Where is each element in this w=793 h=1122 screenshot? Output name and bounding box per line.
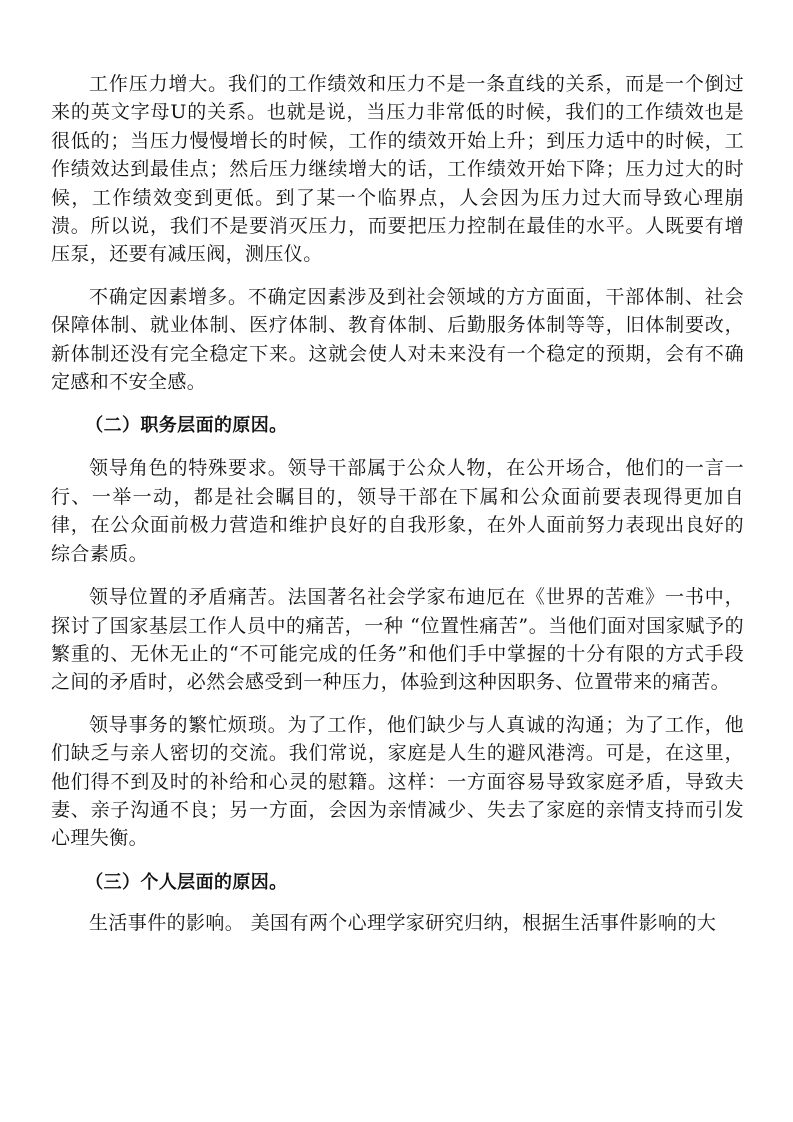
section-heading-personal: （三）个人层面的原因。: [85, 871, 288, 893]
paragraph-busy-affairs: 领导事务的繁忙烦琐。为了工作，他们缺少与人真诚的沟通；为了工作，他们缺乏与亲人密切的交流。我们常说，家庭是人生的避风港湾。可是，在这里，他们得不到及时的补给和心灵的慰籍。这样：一方面容易导致家庭矛盾，导致夫妻、亲子沟通不良；另一方面，会因为亲情减少、失去了家庭的亲情支持而引发心理失衡。: [51, 713, 744, 850]
document-body: [51, 70, 744, 949]
section-heading-position: （二）职务层面的原因。: [85, 415, 288, 437]
paragraph-leader-role: 领导角色的特殊要求。领导干部属于公众人物，在公开场合，他们的一言一行、一举一动，都是社会瞩目的，领导干部在下属和公众面前要表现得更加自律，在公众面前极力营造和维护良好的自我形象，在外人面前努力表现出良好的综合素质。: [51, 457, 744, 565]
paragraph-life-events: 生活事件的影响。 美国有两个心理学家研究归纳，根据生活事件影响的大: [89, 911, 717, 934]
paragraph-uncertainty: 不确定因素增多。不确定因素涉及到社会领域的方方面面，干部体制、社会保障体制、就业体制、医疗体制、教育体制、后勤服务体制等等，旧体制要改，新体制还没有完全稳定下来。这就会使人对未来没有一个稳定的预期，会有不确定感和不安全感。: [51, 285, 744, 394]
paragraph-work-pressure: 工作压力增大。我们的工作绩效和压力不是一条直线的关系，而是一个倒过来的英文字母U的关系。也就是说，当压力非常低的时候，我们的工作绩效也是很低的；当压力慢慢增长的时候，工作的绩效开始上升；到压力适中的时候，工作绩效达到最佳点；然后压力继续增大的话，工作绩效开始下降；压力过大的时候，工作绩效变到更低。到了某一个临界点，人会因为压力过大而导致心理崩溃。所以说，我们不是要消灭压力，而要把压力控制在最佳的水平。人既要有增压泵，还要有减压阀，测压仪。: [51, 73, 744, 266]
paragraph-position-pain: 领导位置的矛盾痛苦。法国著名社会学家布迪厄在《世界的苦难》一书中，探讨了国家基层工作人员中的痛苦，一种 “位置性痛苦”。当他们面对国家赋予的繁重的、无休无止的“不可能完成的任务”和他们手中掌握的十分有限的方式手段之间的矛盾时，必然会感受到一种压力，体验到这种因职务、位置带来的痛苦。: [51, 586, 744, 694]
